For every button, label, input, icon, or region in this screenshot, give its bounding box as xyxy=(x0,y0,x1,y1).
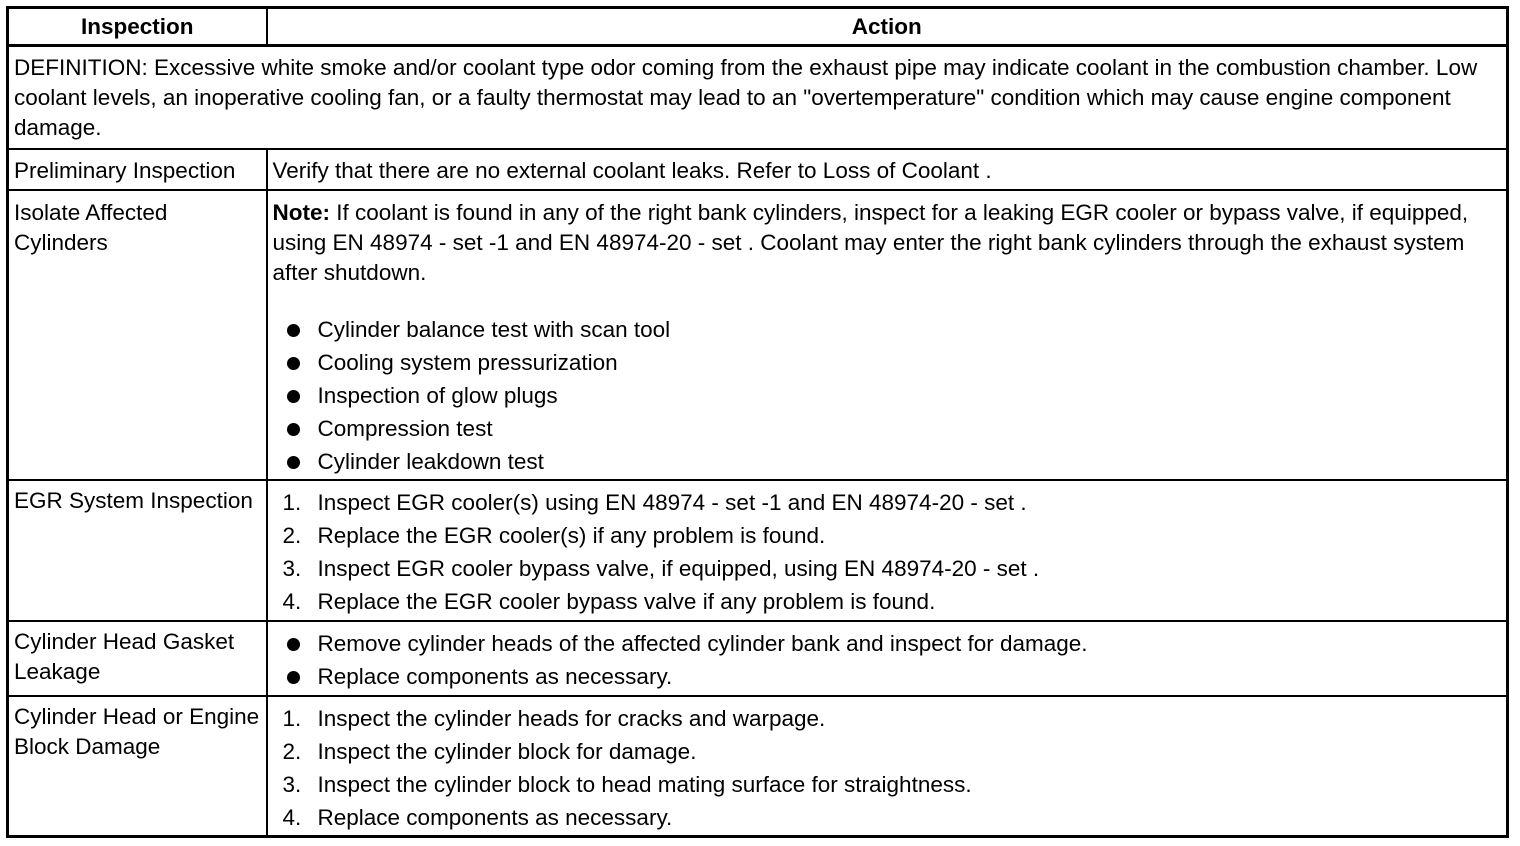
list-item-text: Replace components as necessary. xyxy=(317,663,673,689)
list-item xyxy=(273,313,1502,346)
note-text: If coolant is found in any of the right bank cylinders, inspect for a leaking EGR cooler or bypass valve, if equipped, using EN 48974 - set -1 and EN 48974-20 - set . Coolant may enter the right bank cylinders through the exhaust system after shutdown. xyxy=(272,200,1469,286)
diagnostic-table-container xyxy=(6,6,1506,838)
action-cell xyxy=(267,696,1508,837)
header-inspection: Inspection xyxy=(8,8,267,46)
bullet-icon xyxy=(287,390,300,403)
bullet-icon xyxy=(287,456,300,469)
bullet-icon xyxy=(287,357,300,370)
numbered-list xyxy=(273,486,1502,618)
list-item xyxy=(273,768,1502,801)
diagnostic-table xyxy=(6,6,1509,838)
list-item xyxy=(273,627,1502,660)
list-item-text: Cooling system pressurization xyxy=(317,350,618,376)
action-cell xyxy=(267,480,1508,621)
list-item xyxy=(273,346,1502,379)
inspection-cell: Cylinder Head or Engine Block Damage xyxy=(8,696,267,837)
inspection-cell: EGR System Inspection xyxy=(8,480,267,621)
list-item-text: Inspect EGR cooler(s) using EN 48974 - set -1 and EN 48974-20 - set . xyxy=(317,490,1027,516)
action-cell: Verify that there are no external coolant leaks. Refer to Loss of Coolant . xyxy=(267,149,1508,190)
list-item xyxy=(273,585,1502,618)
note-label: Note: xyxy=(272,200,330,226)
action-cell xyxy=(267,621,1508,696)
list-item-text: Replace the EGR cooler(s) if any problem is found. xyxy=(317,523,826,549)
bullet-icon xyxy=(287,638,300,651)
list-item-text: Inspection of glow plugs xyxy=(317,383,558,409)
list-item xyxy=(273,445,1502,478)
definition-row xyxy=(8,46,1508,149)
table-row xyxy=(8,621,1508,696)
list-item xyxy=(273,660,1502,693)
step-number: 4. xyxy=(282,589,302,615)
step-number: 4. xyxy=(282,804,302,830)
definition-text: DEFINITION: Excessive white smoke and/or coolant type odor coming from the exhaust pipe may indicate coolant in the combustion chamber. Low coolant levels, an inoperative cooling fan, or a faulty thermostat may lead to an "overtemperature" condition which may cause engine component damage. xyxy=(8,46,1508,149)
table-row xyxy=(8,480,1508,621)
bullet-list xyxy=(273,627,1502,693)
list-item xyxy=(273,519,1502,552)
table-row xyxy=(8,696,1508,837)
step-number: 3. xyxy=(282,771,302,797)
step-number: 2. xyxy=(282,738,302,764)
list-item-text: Cylinder leakdown test xyxy=(317,449,544,475)
inspection-cell: Cylinder Head Gasket Leakage xyxy=(8,621,267,696)
step-number: 1. xyxy=(282,705,302,731)
header-action: Action xyxy=(267,8,1508,46)
numbered-list xyxy=(273,702,1502,834)
action-cell xyxy=(267,190,1508,480)
list-item-text: Inspect the cylinder block for damage. xyxy=(317,738,697,764)
list-item-text: Remove cylinder heads of the affected cylinder bank and inspect for damage. xyxy=(317,630,1088,656)
bullet-list xyxy=(273,313,1502,478)
table-header-row xyxy=(8,8,1508,46)
table-row xyxy=(8,149,1508,190)
list-item-text: Inspect the cylinder heads for cracks and warpage. xyxy=(317,705,826,731)
list-item xyxy=(273,552,1502,585)
bullet-icon xyxy=(287,671,300,684)
list-item-text: Replace components as necessary. xyxy=(317,804,673,830)
list-item-text: Replace the EGR cooler bypass valve if any problem is found. xyxy=(317,589,936,615)
list-item xyxy=(273,735,1502,768)
list-item xyxy=(273,412,1502,445)
step-number: 3. xyxy=(282,556,302,582)
list-item xyxy=(273,486,1502,519)
list-item xyxy=(273,801,1502,834)
inspection-cell: Isolate Affected Cylinders xyxy=(8,190,267,480)
inspection-cell: Preliminary Inspection xyxy=(8,149,267,190)
bullet-icon xyxy=(287,324,300,337)
bullet-icon xyxy=(287,423,300,436)
table-row xyxy=(8,190,1508,480)
list-item-text: Compression test xyxy=(317,416,493,442)
step-number: 2. xyxy=(282,523,302,549)
list-item xyxy=(273,702,1502,735)
list-item xyxy=(273,379,1502,412)
note-paragraph xyxy=(273,198,1502,288)
list-item-text: Inspect the cylinder block to head mating surface for straightness. xyxy=(317,771,972,797)
list-item-text: Cylinder balance test with scan tool xyxy=(317,317,671,343)
list-item-text: Inspect EGR cooler bypass valve, if equipped, using EN 48974-20 - set . xyxy=(317,556,1040,582)
step-number: 1. xyxy=(282,490,302,516)
